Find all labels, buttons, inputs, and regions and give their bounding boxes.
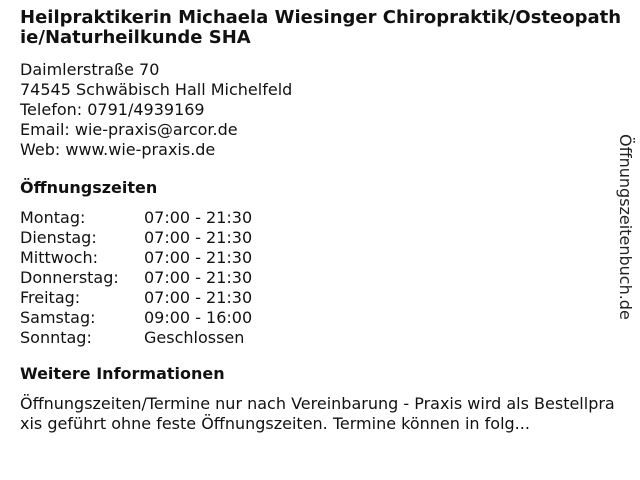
watermark-text: Öffnungszeitenbuch.de bbox=[616, 134, 635, 320]
hours-table bbox=[20, 208, 622, 348]
city-address: 74545 Schwäbisch Hall Michelfeld bbox=[20, 80, 293, 99]
contact-block bbox=[20, 60, 622, 160]
phone-link[interactable]: 0791/4939169 bbox=[87, 100, 205, 119]
hours-row-thursday bbox=[20, 268, 622, 288]
hours-row-monday bbox=[20, 208, 622, 228]
hours-day: Samstag: bbox=[20, 308, 96, 327]
hours-day: Dienstag: bbox=[20, 228, 97, 247]
business-name: Heilpraktikerin Michaela Wiesinger Chiropraktik/Osteopathie/Naturheilkunde SHA bbox=[20, 7, 622, 48]
hours-row-friday bbox=[20, 288, 622, 308]
web-line bbox=[20, 140, 622, 160]
hours-row-tuesday bbox=[20, 228, 622, 248]
info-text: Öffnungszeiten/Termine nur nach Vereinbarung - Praxis wird als Bestellpraxis geführt ohne feste Öffnungszeiten. Termine können in folg... bbox=[20, 394, 615, 433]
hours-row-saturday bbox=[20, 308, 622, 328]
web-label: Web: bbox=[20, 140, 61, 159]
hours-time: Geschlossen bbox=[144, 328, 245, 347]
hours-row-wednesday bbox=[20, 248, 622, 268]
email-line bbox=[20, 120, 622, 140]
hours-time: 07:00 - 21:30 bbox=[144, 228, 253, 247]
hours-row-sunday bbox=[20, 328, 622, 348]
street-address: Daimlerstraße 70 bbox=[20, 60, 160, 79]
hours-day: Montag: bbox=[20, 208, 86, 227]
hours-heading: Öffnungszeiten bbox=[20, 178, 158, 197]
phone-line bbox=[20, 100, 622, 120]
hours-day: Mittwoch: bbox=[20, 248, 98, 267]
hours-time: 07:00 - 21:30 bbox=[144, 248, 253, 267]
hours-time: 07:00 - 21:30 bbox=[144, 208, 253, 227]
hours-day: Sonntag: bbox=[20, 328, 92, 347]
web-link[interactable]: www.wie-praxis.de bbox=[65, 140, 216, 159]
hours-time: 07:00 - 21:30 bbox=[144, 288, 253, 307]
email-label: Email: bbox=[20, 120, 70, 139]
hours-time: 09:00 - 16:00 bbox=[144, 308, 253, 327]
hours-time: 07:00 - 21:30 bbox=[144, 268, 253, 287]
email-link[interactable]: wie-praxis@arcor.de bbox=[74, 120, 238, 139]
phone-label: Telefon: bbox=[20, 100, 83, 119]
hours-day: Freitag: bbox=[20, 288, 81, 307]
business-card bbox=[20, 8, 622, 434]
hours-day: Donnerstag: bbox=[20, 268, 119, 287]
info-heading: Weitere Informationen bbox=[20, 364, 225, 383]
